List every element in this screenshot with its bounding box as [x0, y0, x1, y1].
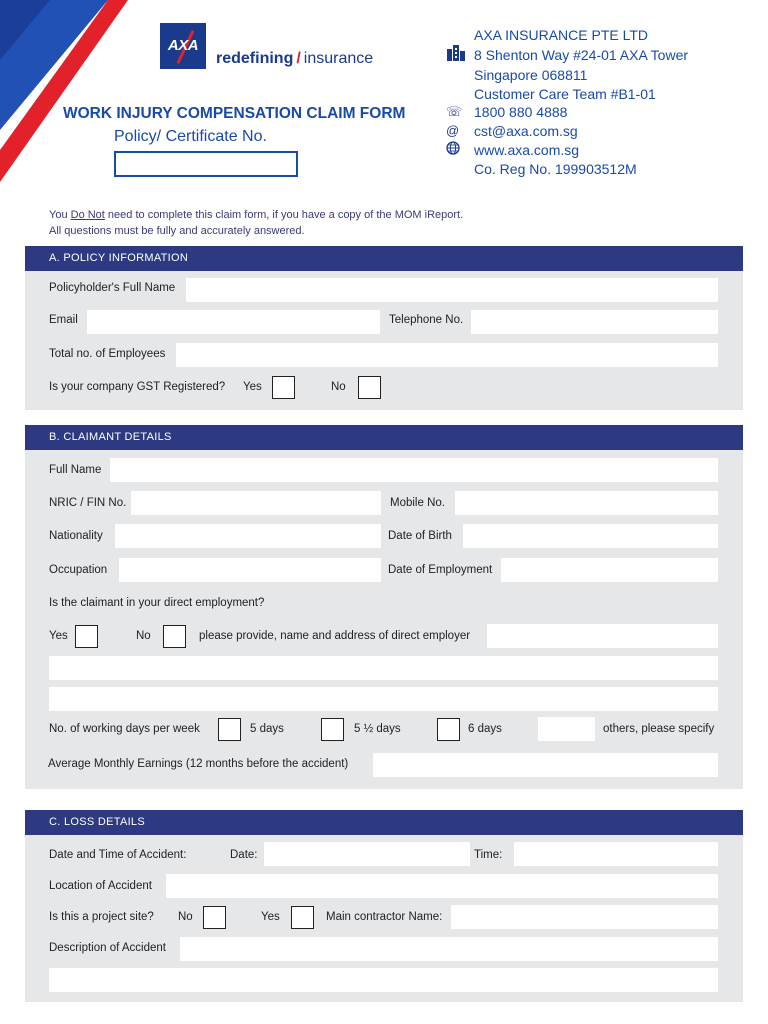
telephone-label: Telephone No.	[389, 314, 464, 326]
accident-datetime-label: Date and Time of Accident:	[49, 849, 187, 861]
website-link[interactable]: www.axa.com.sg	[474, 142, 580, 159]
time-label: Time:	[474, 849, 503, 861]
direct-yes-checkbox[interactable]	[75, 625, 98, 648]
contractor-label: Main contractor Name:	[326, 911, 443, 923]
phone-number: 1800 880 4888	[474, 104, 568, 121]
gst-yes-label: Yes	[243, 381, 262, 393]
tagline-slash: /	[296, 50, 301, 67]
logo-text: AXA	[167, 37, 199, 54]
others-days-input[interactable]	[538, 717, 595, 741]
phone-icon: ☏	[446, 104, 463, 120]
doe-input[interactable]	[501, 558, 718, 582]
project-no-label: No	[178, 911, 193, 923]
employer-label: please provide, name and address of direct employer	[199, 630, 471, 642]
employer-input[interactable]	[487, 624, 718, 648]
at-icon: @	[446, 122, 460, 138]
nric-input[interactable]	[131, 491, 381, 515]
section-loss-details	[25, 810, 743, 1002]
accident-time-input[interactable]	[514, 842, 718, 866]
direct-employment-question: Is the claimant in your direct employment?	[49, 597, 265, 609]
nationality-label: Nationality	[49, 530, 103, 542]
occupation-label: Occupation	[49, 564, 108, 576]
days-6-label: 6 days	[468, 723, 502, 735]
project-yes-label: Yes	[261, 911, 280, 923]
earnings-label: Average Monthly Earnings (12 months before the accident)	[48, 758, 349, 770]
section-b-heading: B. CLAIMANT DETAILS	[25, 425, 743, 450]
address-line-1: 8 Shenton Way #24-01 AXA Tower	[474, 47, 689, 64]
brand-tagline	[216, 50, 373, 68]
dob-label: Date of Birth	[388, 530, 452, 542]
policyholder-label: Policyholder's Full Name	[49, 282, 176, 294]
instruction-note: You Do Not need to complete this claim form, if you have a copy of the MOM iReport. All questions must be fully and accurately answered.	[49, 209, 464, 237]
section-claimant-details	[25, 425, 743, 789]
nationality-input[interactable]	[115, 524, 381, 548]
company-reg: Co. Reg No. 199903512M	[474, 161, 637, 178]
policy-number-input[interactable]	[114, 151, 298, 177]
tagline-bold: redefining	[216, 50, 294, 67]
working-days-label: No. of working days per week	[49, 723, 200, 735]
full-name-label: Full Name	[49, 464, 102, 476]
earnings-input[interactable]	[373, 753, 718, 777]
days-6-checkbox[interactable]	[437, 718, 460, 741]
employees-label: Total no. of Employees	[49, 348, 166, 360]
project-site-question: Is this a project site?	[49, 911, 154, 923]
contact-block	[446, 26, 688, 179]
date-label: Date:	[230, 849, 258, 861]
address-line-3: Customer Care Team #B1-01	[474, 85, 656, 102]
building-icon	[446, 45, 474, 67]
days-5-checkbox[interactable]	[218, 718, 241, 741]
gst-no-label: No	[331, 381, 346, 393]
direct-no-checkbox[interactable]	[163, 625, 186, 648]
gst-yes-checkbox[interactable]	[272, 376, 295, 399]
nric-label: NRIC / FIN No.	[49, 497, 127, 509]
email-address[interactable]: cst@axa.com.sg	[474, 122, 578, 139]
doe-label: Date of Employment	[388, 564, 493, 576]
globe-icon	[446, 141, 474, 161]
policyholder-name-input[interactable]	[186, 278, 718, 302]
gst-no-checkbox[interactable]	[358, 376, 381, 399]
direct-yes-label: Yes	[49, 630, 68, 642]
gst-question: Is your company GST Registered?	[49, 381, 226, 393]
section-policy-information	[25, 246, 743, 410]
days-5-5-label: 5 ½ days	[354, 723, 401, 735]
description-input-line-2[interactable]	[49, 968, 718, 992]
do-not-emphasis: Do Not	[70, 209, 105, 221]
employees-input[interactable]	[176, 343, 718, 367]
policy-label: Policy/ Certificate No.	[114, 128, 267, 145]
direct-no-label: No	[136, 630, 151, 642]
full-name-input[interactable]	[110, 458, 718, 482]
accident-date-input[interactable]	[264, 842, 470, 866]
section-c-heading: C. LOSS DETAILS	[25, 810, 743, 835]
axa-logo	[160, 23, 206, 69]
mobile-label: Mobile No.	[390, 497, 445, 509]
address-line-2: Singapore 068811	[474, 67, 588, 84]
location-input[interactable]	[166, 874, 718, 898]
tagline-rest: insurance	[303, 50, 374, 67]
project-yes-checkbox[interactable]	[291, 906, 314, 929]
description-label: Description of Accident	[49, 942, 166, 954]
email-label: Email	[49, 314, 78, 326]
location-label: Location of Accident	[49, 880, 152, 892]
employer-address-line-1[interactable]	[49, 656, 718, 680]
contractor-input[interactable]	[451, 905, 718, 929]
occupation-input[interactable]	[119, 558, 381, 582]
form-title: WORK INJURY COMPENSATION CLAIM FORM	[63, 105, 406, 122]
employer-address-line-2[interactable]	[49, 687, 718, 711]
section-a-heading: A. POLICY INFORMATION	[25, 246, 743, 271]
telephone-input[interactable]	[471, 310, 718, 334]
company-name: AXA INSURANCE PTE LTD	[474, 27, 649, 43]
project-no-checkbox[interactable]	[203, 906, 226, 929]
days-5-5-checkbox[interactable]	[321, 718, 344, 741]
dob-input[interactable]	[463, 524, 718, 548]
description-input-line-1[interactable]	[180, 937, 718, 961]
mobile-input[interactable]	[455, 491, 718, 515]
email-input[interactable]	[87, 310, 380, 334]
days-5-label: 5 days	[250, 723, 284, 735]
others-label: others, please specify	[603, 723, 715, 735]
